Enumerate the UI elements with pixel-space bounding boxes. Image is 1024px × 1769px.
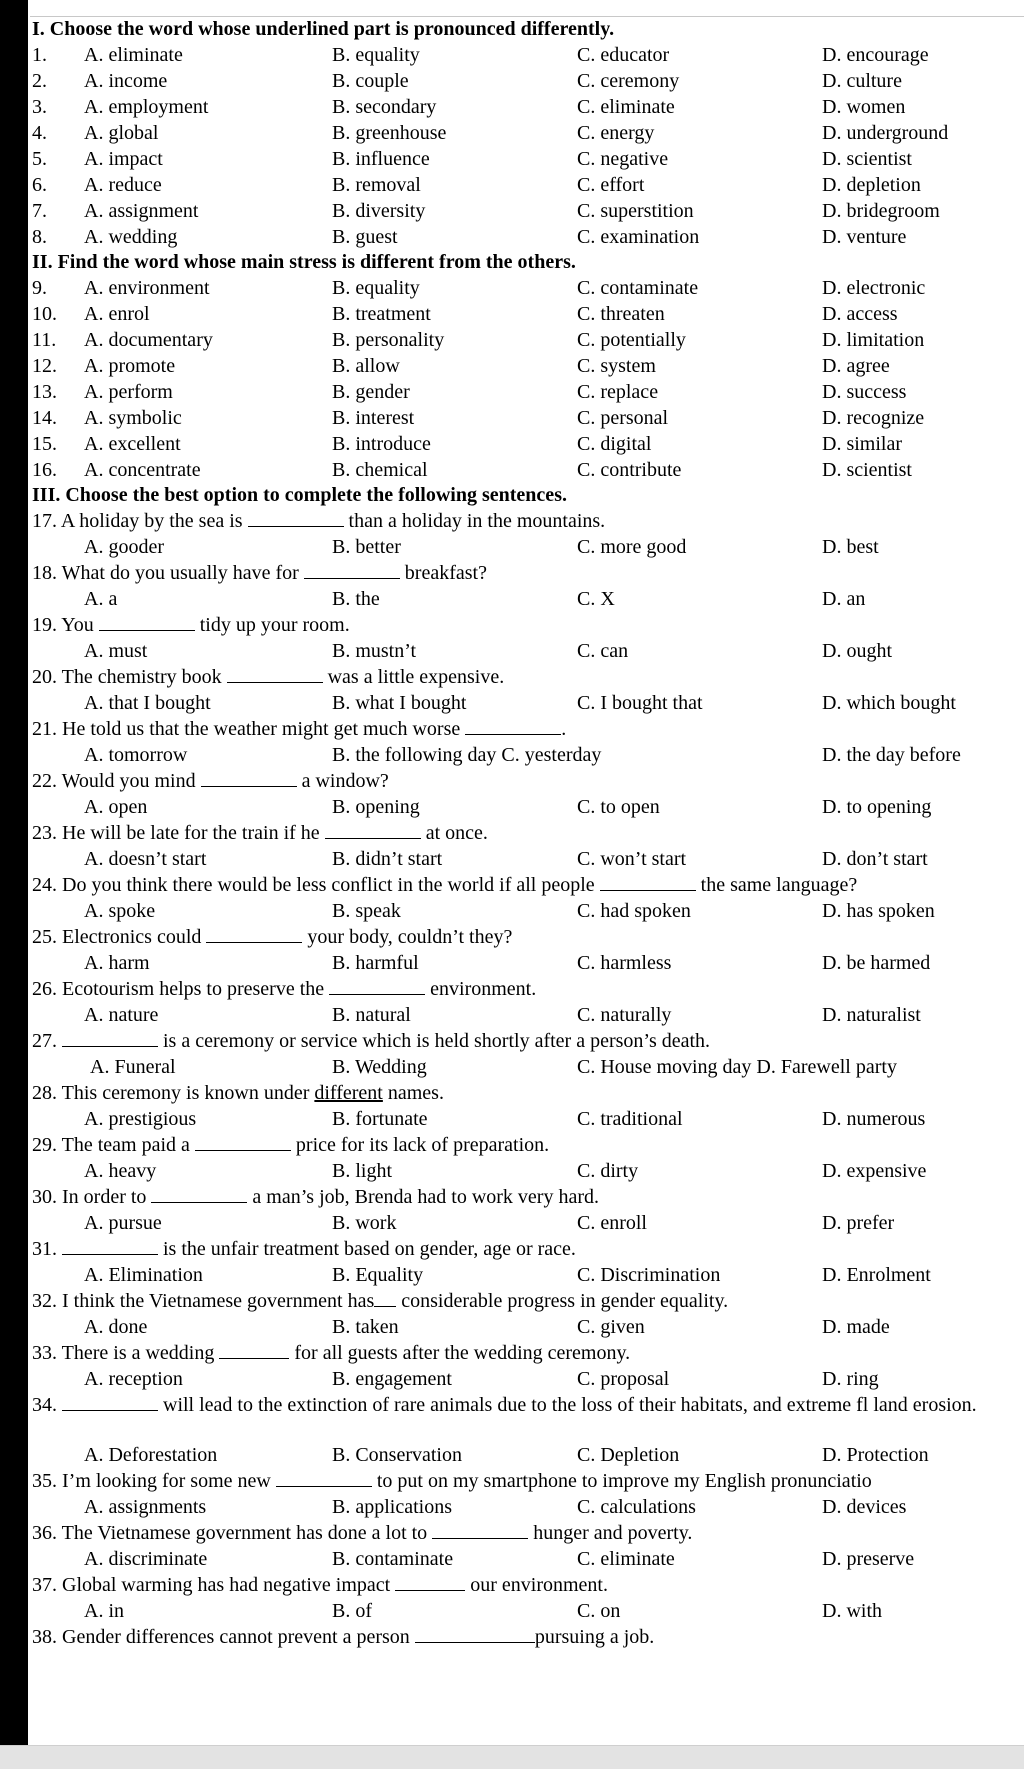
option-a[interactable]: A. assignments bbox=[84, 1496, 207, 1518]
option-d[interactable]: D. preserve bbox=[822, 1548, 915, 1570]
underlined-word: different bbox=[314, 1082, 383, 1104]
option-b[interactable]: B. applications bbox=[332, 1496, 452, 1518]
answer-blank[interactable] bbox=[219, 1340, 289, 1359]
option-b[interactable]: B. harmful bbox=[332, 952, 419, 974]
question-row bbox=[32, 353, 1022, 379]
option-b[interactable]: B. greenhouse bbox=[332, 122, 447, 144]
answer-blank[interactable] bbox=[374, 1288, 396, 1307]
option-b[interactable]: B. diversity bbox=[332, 200, 426, 222]
option-c[interactable]: C. had spoken bbox=[577, 900, 691, 922]
answer-blank[interactable] bbox=[201, 768, 297, 787]
answer-blank[interactable] bbox=[600, 872, 696, 891]
question-number: 2. bbox=[32, 70, 47, 92]
option-c[interactable]: C. examination bbox=[577, 226, 700, 248]
option-d[interactable]: D. women bbox=[822, 96, 906, 118]
option-a[interactable]: A. done bbox=[84, 1316, 148, 1338]
option-b[interactable]: B. allow bbox=[332, 355, 400, 377]
question-number: 9. bbox=[32, 277, 47, 299]
option-c[interactable]: C. X bbox=[577, 588, 615, 610]
question-number: 14. bbox=[32, 407, 57, 429]
option-a[interactable]: A. must bbox=[84, 640, 148, 662]
option-b[interactable]: B. fortunate bbox=[332, 1108, 428, 1130]
question-25: 25. Electronics could your body, couldn’t they? A. harm B. harmful C. harmless D. be harmed bbox=[32, 926, 931, 974]
option-b[interactable]: B. treatment bbox=[332, 303, 431, 325]
answer-blank[interactable] bbox=[195, 1132, 291, 1151]
option-b[interactable]: B. speak bbox=[332, 900, 401, 922]
section-2-questions bbox=[32, 275, 1022, 483]
question-34: 34. will lead to the extinction of rare animals due to the loss of their habitats, and extreme fl land erosion. A. Deforestation B. Conservation C. Depletion D. Protection bbox=[32, 1394, 977, 1466]
question-number: 13. bbox=[32, 381, 57, 403]
question-row bbox=[32, 431, 1022, 457]
option-d[interactable]: D. ought bbox=[822, 640, 892, 662]
option-b[interactable]: B. introduce bbox=[332, 433, 431, 455]
option-a[interactable]: A. gooder bbox=[84, 536, 164, 558]
option-d[interactable]: D. venture bbox=[822, 226, 907, 248]
bottom-scroll-strip bbox=[0, 1745, 1024, 1769]
option-d[interactable]: D. to opening bbox=[822, 796, 932, 818]
answer-blank[interactable] bbox=[62, 1236, 158, 1255]
option-c[interactable]: C. replace bbox=[577, 381, 659, 403]
question-22: 22. Would you mind a window? A. open B. opening C. to open D. to opening bbox=[32, 770, 932, 818]
option-a[interactable]: A. promote bbox=[84, 355, 176, 377]
option-d[interactable]: D. made bbox=[822, 1316, 890, 1338]
question-row bbox=[32, 457, 1022, 483]
answer-blank[interactable] bbox=[62, 1392, 158, 1411]
question-row bbox=[32, 224, 1022, 250]
option-a[interactable]: A. income bbox=[84, 70, 168, 92]
option-b[interactable]: B. Conservation bbox=[332, 1444, 462, 1466]
option-d[interactable]: D. be harmed bbox=[822, 952, 931, 974]
option-b[interactable]: B. what I bought bbox=[332, 692, 467, 714]
option-a[interactable]: A. reduce bbox=[84, 174, 162, 196]
question-23: 23. He will be late for the train if he at once. A. doesn’t start B. didn’t start C. won’t start D. don’t start bbox=[32, 822, 928, 870]
option-b[interactable]: B. mustn’t bbox=[332, 640, 417, 662]
option-b[interactable]: B. influence bbox=[332, 148, 430, 170]
option-d[interactable]: D. electronic bbox=[822, 277, 926, 299]
question-row bbox=[32, 94, 1022, 120]
option-d[interactable]: D. recognize bbox=[822, 407, 925, 429]
option-c[interactable]: C. system bbox=[577, 355, 656, 377]
option-d[interactable]: D. Enrolment bbox=[822, 1264, 931, 1286]
option-c[interactable]: C. personal bbox=[577, 407, 669, 429]
question-27: 27. is a ceremony or service which is held shortly after a person’s death. A. Funeral B. Wedding C. House moving day D. Farewell party bbox=[32, 1030, 897, 1078]
option-c[interactable]: C. calculations bbox=[577, 1496, 696, 1518]
section-1-questions bbox=[32, 42, 1022, 250]
option-d[interactable]: D. depletion bbox=[822, 174, 921, 196]
option-b[interactable]: B. guest bbox=[332, 226, 398, 248]
option-a[interactable]: A. enrol bbox=[84, 303, 150, 325]
question-row bbox=[32, 275, 1022, 301]
option-a[interactable]: A. perform bbox=[84, 381, 173, 403]
option-c[interactable]: C. naturally bbox=[577, 1004, 672, 1026]
option-a[interactable]: A. concentrate bbox=[84, 459, 201, 481]
option-a[interactable]: A. assignment bbox=[84, 200, 199, 222]
answer-blank[interactable] bbox=[62, 1028, 158, 1047]
option-d[interactable]: D. agree bbox=[822, 355, 890, 377]
answer-blank[interactable] bbox=[432, 1520, 528, 1539]
option-c[interactable]: C. on bbox=[577, 1600, 621, 1622]
option-a[interactable]: A. nature bbox=[84, 1004, 159, 1026]
option-a[interactable]: A. discriminate bbox=[84, 1548, 208, 1570]
option-d[interactable]: D. best bbox=[822, 536, 879, 558]
section-3-heading: III. Choose the best option to complete the following sentences. bbox=[32, 484, 567, 506]
option-c[interactable]: C. digital bbox=[577, 433, 652, 455]
question-number: 4. bbox=[32, 122, 47, 144]
question-number: 8. bbox=[32, 226, 47, 248]
option-a[interactable]: A. spoke bbox=[84, 900, 156, 922]
option-a[interactable]: A. symbolic bbox=[84, 407, 182, 429]
option-c[interactable]: C. traditional bbox=[577, 1108, 683, 1130]
question-number: 3. bbox=[32, 96, 47, 118]
option-a[interactable]: A. pursue bbox=[84, 1212, 162, 1234]
answer-blank[interactable] bbox=[329, 976, 425, 995]
question-number: 1. bbox=[32, 44, 47, 66]
question-32: 32. I think the Vietnamese government has considerable progress in gender equality. A. done B. taken C. given D. made bbox=[32, 1290, 890, 1338]
option-c[interactable]: C. harmless bbox=[577, 952, 672, 974]
option-c[interactable]: C. Depletion bbox=[577, 1444, 680, 1466]
option-b[interactable]: B. removal bbox=[332, 174, 421, 196]
option-c[interactable]: C. contaminate bbox=[577, 277, 699, 299]
answer-blank[interactable] bbox=[465, 716, 561, 735]
question-number: 11. bbox=[32, 329, 57, 351]
option-a[interactable]: A. excellent bbox=[84, 433, 181, 455]
option-d[interactable]: D. has spoken bbox=[822, 900, 935, 922]
option-b[interactable]: B. equality bbox=[332, 44, 420, 66]
section-1-heading: I. Choose the word whose underlined part is pronounced differently. bbox=[32, 18, 615, 40]
option-c[interactable]: C. Discrimination bbox=[577, 1264, 721, 1286]
question-row bbox=[32, 42, 1022, 68]
question-18: 18. What do you usually have for breakfast? A. a B. the C. X D. an bbox=[32, 562, 866, 610]
question-20: 20. The chemistry book was a little expensive. A. that I bought B. what I bought C. I bought that D. which bought bbox=[32, 666, 956, 714]
page-left-border bbox=[0, 0, 28, 1768]
option-d[interactable]: D. the day before bbox=[822, 744, 961, 766]
question-29: 29. The team paid a price for its lack of preparation. A. heavy B. light C. dirty D. expensive bbox=[32, 1134, 927, 1182]
option-c[interactable]: C. given bbox=[577, 1316, 645, 1338]
answer-blank[interactable] bbox=[227, 664, 323, 683]
option-c[interactable]: C. potentially bbox=[577, 329, 686, 351]
answer-blank[interactable] bbox=[395, 1572, 465, 1591]
option-a[interactable]: A. eliminate bbox=[84, 44, 183, 66]
option-c[interactable]: C. to open bbox=[577, 796, 660, 818]
option-b[interactable]: B. opening bbox=[332, 796, 420, 818]
question-31: 31. is the unfair treatment based on gender, age or race. A. Elimination B. Equality C. Discrimination D. Enrolment bbox=[32, 1238, 931, 1286]
question-30: 30. In order to a man’s job, Brenda had to work very hard. A. pursue B. work C. enroll D. prefer bbox=[32, 1186, 895, 1234]
option-c[interactable]: C. eliminate bbox=[577, 1548, 675, 1570]
option-c-d[interactable]: C. House moving day D. Farewell party bbox=[577, 1056, 897, 1078]
option-b[interactable]: B. chemical bbox=[332, 459, 428, 481]
question-37: 37. Global warming has had negative impact our environment. A. in B. of C. on D. with bbox=[32, 1574, 882, 1622]
option-b[interactable]: B. taken bbox=[332, 1316, 399, 1338]
question-row bbox=[32, 146, 1022, 172]
answer-blank[interactable] bbox=[304, 560, 400, 579]
option-d[interactable]: D. scientist bbox=[822, 459, 912, 481]
option-a[interactable]: A. in bbox=[84, 1600, 124, 1622]
option-a[interactable]: A. environment bbox=[84, 277, 210, 299]
option-d[interactable]: D. expensive bbox=[822, 1160, 927, 1182]
question-number: 15. bbox=[32, 433, 57, 455]
option-b[interactable]: B. Equality bbox=[332, 1264, 424, 1286]
question-36: 36. The Vietnamese government has done a lot to hunger and poverty. A. discriminate B. contaminate C. eliminate D. preserve bbox=[32, 1522, 915, 1570]
option-d[interactable]: D. culture bbox=[822, 70, 902, 92]
option-c[interactable]: C. won’t start bbox=[577, 848, 687, 870]
option-a[interactable]: A. harm bbox=[84, 952, 150, 974]
option-c[interactable]: C. can bbox=[577, 640, 629, 662]
option-b[interactable]: B. contaminate bbox=[332, 1548, 454, 1570]
option-c[interactable]: C. contribute bbox=[577, 459, 682, 481]
option-c[interactable]: C. enroll bbox=[577, 1212, 647, 1234]
option-a[interactable]: A. a bbox=[84, 588, 118, 610]
option-b[interactable]: B. couple bbox=[332, 70, 409, 92]
option-a[interactable]: A. Deforestation bbox=[84, 1444, 218, 1466]
option-d[interactable]: D. limitation bbox=[822, 329, 925, 351]
option-d[interactable]: D. which bought bbox=[822, 692, 956, 714]
option-a[interactable]: A. global bbox=[84, 122, 159, 144]
answer-blank[interactable] bbox=[151, 1184, 247, 1203]
option-d[interactable]: D. ring bbox=[822, 1368, 879, 1390]
option-c[interactable]: C. dirty bbox=[577, 1160, 639, 1182]
question-row bbox=[32, 198, 1022, 224]
question-26: 26. Ecotourism helps to preserve the environment. A. nature B. natural C. naturally D. naturalist bbox=[32, 978, 921, 1026]
answer-blank[interactable] bbox=[99, 612, 195, 631]
option-a[interactable]: A. open bbox=[84, 796, 148, 818]
question-33: 33. There is a wedding for all guests after the wedding ceremony. A. reception B. engagement C. proposal D. ring bbox=[32, 1342, 879, 1390]
option-d[interactable]: D. similar bbox=[822, 433, 902, 455]
option-b[interactable]: B. gender bbox=[332, 381, 410, 403]
option-b[interactable]: B. natural bbox=[332, 1004, 411, 1026]
option-c[interactable]: C. energy bbox=[577, 122, 655, 144]
option-b[interactable]: B. personality bbox=[332, 329, 445, 351]
option-c[interactable]: C. educator bbox=[577, 44, 670, 66]
option-d[interactable]: D. numerous bbox=[822, 1108, 926, 1130]
worksheet bbox=[32, 17, 1022, 1650]
option-d[interactable]: D. don’t start bbox=[822, 848, 928, 870]
question-row bbox=[32, 172, 1022, 198]
option-c[interactable]: C. negative bbox=[577, 148, 669, 170]
question-17: 17. A holiday by the sea is than a holiday in the mountains. A. gooder B. better C. more good D. best bbox=[32, 510, 879, 558]
answer-blank[interactable] bbox=[325, 820, 421, 839]
question-28: 28. This ceremony is known under different names. A. prestigious B. fortunate C. traditional D. numerous bbox=[32, 1082, 926, 1130]
option-b[interactable]: B. light bbox=[332, 1160, 393, 1182]
option-c[interactable]: C. effort bbox=[577, 174, 645, 196]
question-row bbox=[32, 405, 1022, 431]
option-d[interactable]: D. encourage bbox=[822, 44, 929, 66]
option-a[interactable]: A. tomorrow bbox=[84, 744, 188, 766]
question-number: 10. bbox=[32, 303, 57, 325]
answer-blank[interactable] bbox=[415, 1624, 535, 1643]
question-row bbox=[32, 68, 1022, 94]
question-row bbox=[32, 301, 1022, 327]
option-d[interactable]: D. underground bbox=[822, 122, 949, 144]
option-a[interactable]: A. prestigious bbox=[84, 1108, 197, 1130]
option-d[interactable]: D. bridegroom bbox=[822, 200, 940, 222]
question-number: 12. bbox=[32, 355, 57, 377]
answer-blank[interactable] bbox=[248, 508, 344, 527]
answer-blank[interactable] bbox=[206, 924, 302, 943]
option-a[interactable]: A. Funeral bbox=[90, 1056, 176, 1078]
option-b[interactable]: B. the bbox=[332, 588, 380, 610]
option-d[interactable]: D. with bbox=[822, 1600, 882, 1622]
question-number: 5. bbox=[32, 148, 47, 170]
option-b[interactable]: B. secondary bbox=[332, 96, 437, 118]
option-d[interactable]: D. success bbox=[822, 381, 907, 403]
question-35: 35. I’m looking for some new to put on my smartphone to improve my English pronunciatio A. assignments B. applications C. calculations D. devices bbox=[32, 1470, 907, 1518]
option-c[interactable]: C. ceremony bbox=[577, 70, 680, 92]
option-a[interactable]: A. documentary bbox=[84, 329, 213, 351]
option-c[interactable]: C. eliminate bbox=[577, 96, 675, 118]
option-b-c[interactable]: B. the following day C. yesterday bbox=[332, 744, 602, 766]
option-b[interactable]: B. Wedding bbox=[332, 1056, 427, 1078]
option-a[interactable]: A. employment bbox=[84, 96, 209, 118]
section-2-heading: II. Find the word whose main stress is different from the others. bbox=[32, 251, 576, 273]
answer-blank[interactable] bbox=[276, 1468, 372, 1487]
option-b[interactable]: B. work bbox=[332, 1212, 397, 1234]
option-d[interactable]: D. an bbox=[822, 588, 866, 610]
option-a[interactable]: A. impact bbox=[84, 148, 163, 170]
option-b[interactable]: B. engagement bbox=[332, 1368, 452, 1390]
option-c[interactable]: C. superstition bbox=[577, 200, 694, 222]
option-d[interactable]: D. naturalist bbox=[822, 1004, 921, 1026]
option-b[interactable]: B. of bbox=[332, 1600, 372, 1622]
option-d[interactable]: D. access bbox=[822, 303, 898, 325]
question-row bbox=[32, 379, 1022, 405]
option-c[interactable]: C. more good bbox=[577, 536, 687, 558]
option-a[interactable]: A. heavy bbox=[84, 1160, 157, 1182]
question-row bbox=[32, 120, 1022, 146]
option-b[interactable]: B. better bbox=[332, 536, 401, 558]
question-21: 21. He told us that the weather might get much worse . A. tomorrow B. the following day C. yesterday D. the day before bbox=[32, 718, 961, 766]
option-d[interactable]: D. scientist bbox=[822, 148, 912, 170]
option-a[interactable]: A. doesn’t start bbox=[84, 848, 207, 870]
option-c[interactable]: C. proposal bbox=[577, 1368, 670, 1390]
question-number: 6. bbox=[32, 174, 47, 196]
question-number: 7. bbox=[32, 200, 47, 222]
option-b[interactable]: B. didn’t start bbox=[332, 848, 443, 870]
option-a[interactable]: A. wedding bbox=[84, 226, 178, 248]
option-a[interactable]: A. Elimination bbox=[84, 1264, 203, 1286]
option-a[interactable]: A. that I bought bbox=[84, 692, 211, 714]
option-d[interactable]: D. prefer bbox=[822, 1212, 895, 1234]
question-19: 19. You tidy up your room. A. must B. mustn’t C. can D. ought bbox=[32, 614, 892, 662]
option-b[interactable]: B. interest bbox=[332, 407, 415, 429]
option-d[interactable]: D. Protection bbox=[822, 1444, 929, 1466]
option-a[interactable]: A. reception bbox=[84, 1368, 183, 1390]
option-c[interactable]: C. threaten bbox=[577, 303, 665, 325]
option-b[interactable]: B. equality bbox=[332, 277, 420, 299]
question-row bbox=[32, 327, 1022, 353]
question-number: 16. bbox=[32, 459, 57, 481]
question-24: 24. Do you think there would be less conflict in the world if all people the same language? A. spoke B. speak C. had spoken D. has spoken bbox=[32, 874, 935, 922]
option-d[interactable]: D. devices bbox=[822, 1496, 907, 1518]
question-38: 38. Gender differences cannot prevent a person pursuing a job. bbox=[32, 1626, 655, 1648]
option-c[interactable]: C. I bought that bbox=[577, 692, 703, 714]
